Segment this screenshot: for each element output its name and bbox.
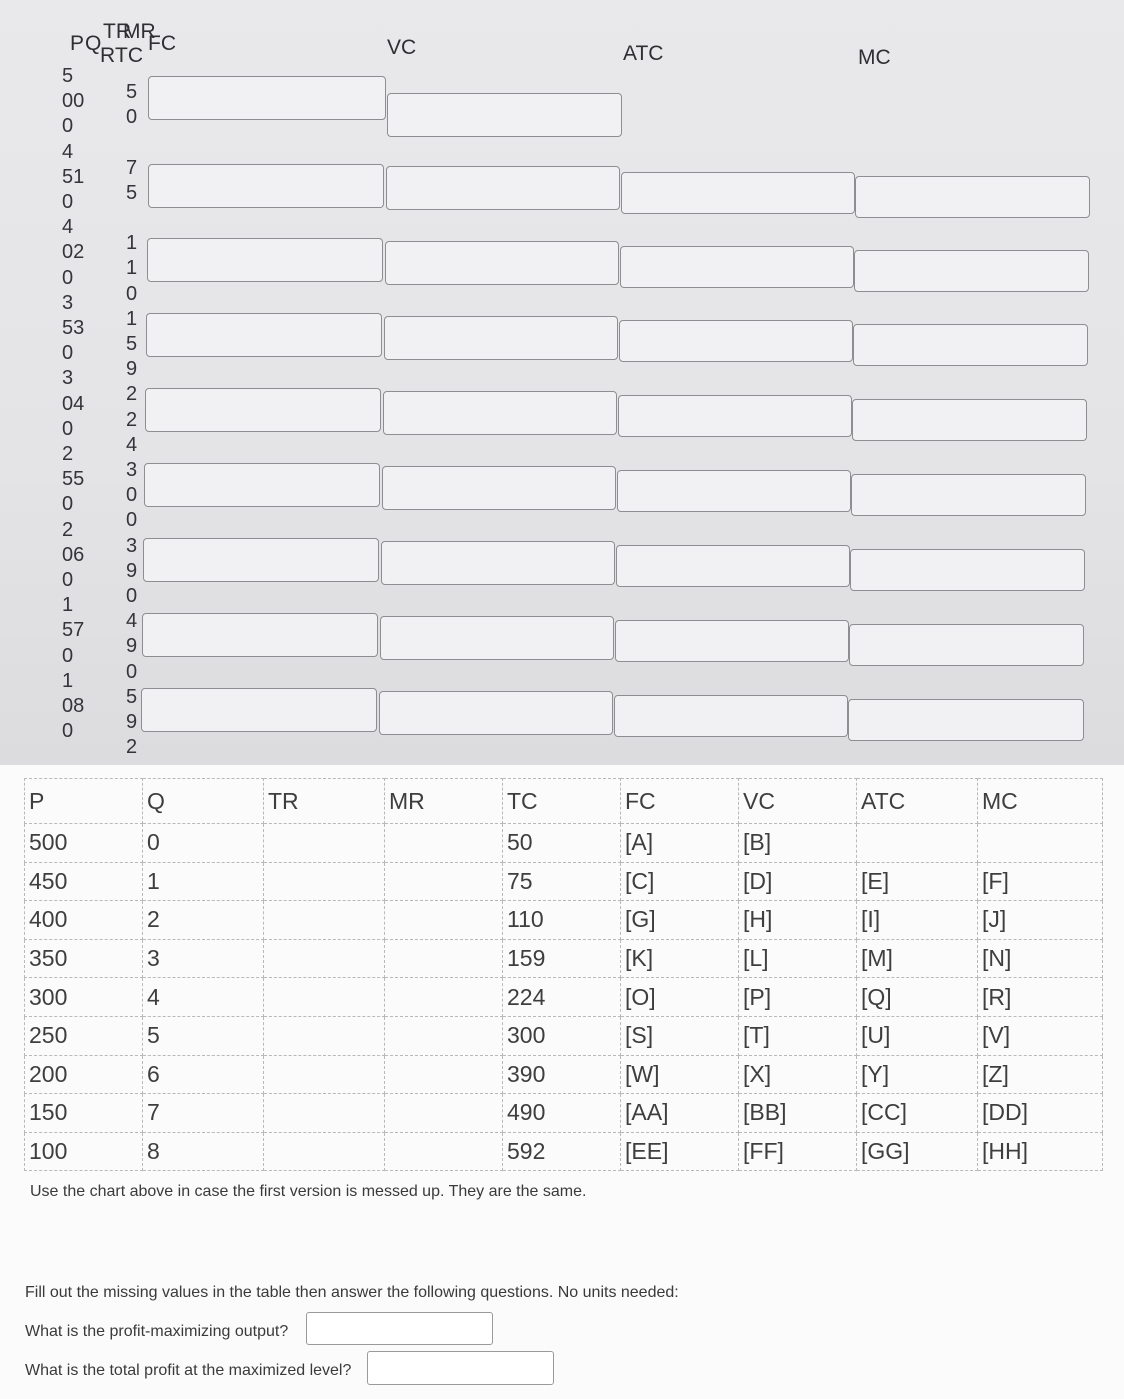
table-row (25, 1055, 1103, 1094)
table-cell-tc: 224 (503, 978, 621, 1017)
pq-digit: 0 (62, 569, 74, 592)
tc-digit: 5 (126, 685, 138, 708)
table-cell-fc: [G] (621, 901, 739, 940)
table-cell-tc: 490 (503, 1094, 621, 1133)
vc-input-row1[interactable] (387, 93, 622, 137)
pq-digit: 04 (62, 392, 85, 415)
tc-digit: 1 (126, 232, 138, 255)
vc-input-row7[interactable] (381, 541, 615, 585)
pq-digit: 0 (62, 493, 74, 516)
atc-input-row7[interactable] (616, 545, 850, 587)
header-mc: MC (858, 46, 891, 69)
table-cell-vc: [L] (739, 939, 857, 978)
table-cell-fc: [K] (621, 939, 739, 978)
table-cell-tr (264, 824, 385, 863)
vc-input-row6[interactable] (382, 466, 616, 510)
tc-digit: 2 (126, 408, 138, 431)
pq-digit: 55 (62, 468, 85, 491)
table-cell-vc: [B] (739, 824, 857, 863)
answer-profit-input[interactable] (367, 1351, 554, 1385)
pq-digit: 2 (62, 443, 74, 466)
table-cell-q: 2 (143, 901, 264, 940)
table-cell-mr (385, 1016, 503, 1055)
table-row (25, 978, 1103, 1017)
table-cell-p: 450 (25, 862, 143, 901)
tc-digit: 0 (126, 282, 138, 305)
reference-table (24, 778, 1103, 1171)
pq-digit: 0 (62, 417, 74, 440)
table-cell-vc: [X] (739, 1055, 857, 1094)
mc-input-row6[interactable] (851, 474, 1086, 516)
pq-digit: 0 (62, 266, 74, 289)
table-cell-vc: [H] (739, 901, 857, 940)
vc-input-row4[interactable] (384, 316, 618, 360)
column-header-tc: TC (503, 779, 621, 824)
mc-input-row8[interactable] (849, 624, 1084, 666)
table-cell-mc: [DD] (978, 1094, 1103, 1133)
vc-input-row2[interactable] (386, 166, 620, 210)
tc-digit: 2 (126, 736, 138, 759)
fc-input-row6[interactable] (144, 463, 380, 507)
table-cell-vc: [P] (739, 978, 857, 1017)
pq-digit: 06 (62, 543, 85, 566)
table-cell-mr (385, 862, 503, 901)
table-cell-mr (385, 1132, 503, 1171)
mc-input-row9[interactable] (848, 699, 1084, 741)
table-cell-q: 8 (143, 1132, 264, 1171)
tc-digit: 5 (126, 181, 138, 204)
tc-digit: 9 (126, 635, 138, 658)
table-row (25, 1132, 1103, 1171)
table-cell-q: 7 (143, 1094, 264, 1133)
header-vc: VC (387, 36, 417, 59)
table-row (25, 939, 1103, 978)
atc-input-row2[interactable] (621, 172, 855, 214)
table-cell-mc: [V] (978, 1016, 1103, 1055)
question-profit-max-output: What is the profit-maximizing output? (25, 1323, 289, 1340)
tc-digit: 3 (126, 534, 138, 557)
fc-input-row2[interactable] (148, 164, 384, 208)
mc-input-row7[interactable] (850, 549, 1085, 591)
table-cell-tr (264, 939, 385, 978)
tc-vertical-column (126, 80, 137, 760)
tc-digit: 0 (126, 585, 138, 608)
table-cell-mr (385, 1094, 503, 1133)
table-cell-tr (264, 901, 385, 940)
table-cell-atc: [M] (857, 939, 978, 978)
header-mr: MR (123, 20, 156, 43)
tc-digit: 1 (126, 307, 138, 330)
tc-digit: 2 (126, 383, 138, 406)
table-cell-tc: 390 (503, 1055, 621, 1094)
pq-vertical-column (62, 64, 84, 744)
table-cell-tc: 75 (503, 862, 621, 901)
atc-input-row6[interactable] (617, 470, 851, 512)
header-p: P (70, 32, 85, 55)
table-cell-atc: [CC] (857, 1094, 978, 1133)
atc-input-row5[interactable] (618, 395, 852, 437)
table-cell-q: 4 (143, 978, 264, 1017)
pq-digit: 0 (62, 720, 74, 743)
header-tr: TR (103, 20, 131, 43)
fc-input-row5[interactable] (145, 388, 381, 432)
pq-digit: 1 (62, 594, 74, 617)
vc-input-row5[interactable] (383, 391, 617, 435)
table-cell-mc (978, 824, 1103, 863)
table-cell-vc: [FF] (739, 1132, 857, 1171)
fc-input-row3[interactable] (147, 238, 383, 282)
pq-digit: 53 (62, 317, 85, 340)
table-row (25, 1016, 1103, 1055)
table-cell-p: 350 (25, 939, 143, 978)
mc-input-row3[interactable] (854, 250, 1089, 292)
table-cell-atc: [Y] (857, 1055, 978, 1094)
table-cell-fc: [C] (621, 862, 739, 901)
pq-digit: 57 (62, 619, 85, 642)
table-cell-fc: [A] (621, 824, 739, 863)
table-cell-tc: 110 (503, 901, 621, 940)
table-cell-atc: [E] (857, 862, 978, 901)
mc-input-row2[interactable] (855, 176, 1090, 218)
table-cell-mc: [HH] (978, 1132, 1103, 1171)
atc-input-row9[interactable] (614, 695, 848, 737)
table-cell-vc: [D] (739, 862, 857, 901)
pq-digit: 5 (62, 65, 74, 87)
table-cell-mc: [Z] (978, 1055, 1103, 1094)
vc-input-row8[interactable] (380, 616, 614, 660)
table-cell-mc: [F] (978, 862, 1103, 901)
mc-input-row4[interactable] (853, 324, 1088, 366)
table-cell-tc: 592 (503, 1132, 621, 1171)
table-cell-mr (385, 824, 503, 863)
table-cell-fc: [O] (621, 978, 739, 1017)
table-cell-p: 250 (25, 1016, 143, 1055)
table-cell-mr (385, 939, 503, 978)
table-cell-vc: [BB] (739, 1094, 857, 1133)
column-header-mc: MC (978, 779, 1103, 824)
table-cell-q: 0 (143, 824, 264, 863)
vc-input-row9[interactable] (379, 691, 613, 735)
atc-input-row4[interactable] (619, 320, 853, 362)
mc-input-row5[interactable] (852, 399, 1087, 441)
header-tc: TC (115, 44, 143, 67)
pq-digit: 4 (62, 140, 74, 163)
table-cell-tr (264, 978, 385, 1017)
table-cell-atc: [U] (857, 1016, 978, 1055)
table-cell-tr (264, 1016, 385, 1055)
pq-digit: 3 (62, 291, 74, 314)
table-cell-q: 6 (143, 1055, 264, 1094)
pq-digit: 0 (62, 644, 74, 667)
table-cell-p: 400 (25, 901, 143, 940)
table-row (25, 824, 1103, 863)
table-cell-p: 100 (25, 1132, 143, 1171)
table-cell-p: 150 (25, 1094, 143, 1133)
pq-digit: 08 (62, 695, 85, 718)
table-cell-tc: 50 (503, 824, 621, 863)
table-cell-fc: [EE] (621, 1132, 739, 1171)
question-total-profit: What is the total profit at the maximized level? (25, 1362, 352, 1379)
table-cell-mc: [N] (978, 939, 1103, 978)
table-cell-fc: [AA] (621, 1094, 739, 1133)
pq-digit: 0 (62, 115, 74, 138)
fc-input-row8[interactable] (142, 613, 378, 657)
column-header-tr: TR (264, 779, 385, 824)
column-header-mr: MR (385, 779, 503, 824)
pq-digit: 00 (62, 90, 85, 113)
fc-input-row1[interactable] (148, 76, 386, 120)
table-cell-p: 200 (25, 1055, 143, 1094)
table-cell-atc: [GG] (857, 1132, 978, 1171)
table-cell-atc: [I] (857, 901, 978, 940)
table-cell-fc: [W] (621, 1055, 739, 1094)
table-cell-tr (264, 1055, 385, 1094)
tc-digit: 4 (126, 433, 138, 456)
pq-digit: 3 (62, 367, 74, 390)
tc-digit: 0 (126, 484, 138, 507)
table-cell-mr (385, 1055, 503, 1094)
pq-digit: 2 (62, 518, 74, 541)
table-cell-tr (264, 1132, 385, 1171)
tc-digit: 1 (126, 257, 138, 280)
header-fc: FC (148, 32, 176, 55)
tc-digit: 4 (126, 610, 138, 633)
tc-digit (126, 206, 137, 231)
tc-digit: 9 (126, 358, 138, 381)
table-cell-tr (264, 1094, 385, 1133)
table-cell-q: 1 (143, 862, 264, 901)
tc-digit: 0 (126, 509, 138, 532)
table-body (25, 824, 1103, 1171)
header-q: Q (85, 32, 102, 55)
tc-digit: 9 (126, 711, 138, 734)
instructions-text: Fill out the missing values in the table then answer the following questions. No units needed: (25, 1284, 679, 1301)
table-cell-p: 300 (25, 978, 143, 1017)
fc-input-row9[interactable] (141, 688, 377, 732)
table-cell-mr (385, 978, 503, 1017)
pq-digit: 1 (62, 669, 74, 692)
table-cell-q: 5 (143, 1016, 264, 1055)
fc-input-row4[interactable] (146, 313, 382, 357)
atc-input-row3[interactable] (620, 246, 854, 288)
tc-digit: 0 (126, 660, 138, 683)
table-cell-q: 3 (143, 939, 264, 978)
table-cell-fc: [S] (621, 1016, 739, 1055)
table-cell-atc: [Q] (857, 978, 978, 1017)
column-header-atc: ATC (857, 779, 978, 824)
pq-digit: 0 (62, 342, 74, 365)
vc-input-row3[interactable] (385, 241, 619, 285)
tc-digit: 3 (126, 459, 138, 482)
column-header-fc: FC (621, 779, 739, 824)
tc-digit (126, 130, 137, 155)
answer-output-input[interactable] (306, 1312, 493, 1345)
column-header-vc: VC (739, 779, 857, 824)
fc-input-row7[interactable] (143, 538, 379, 582)
table-cell-vc: [T] (739, 1016, 857, 1055)
table-row (25, 901, 1103, 940)
pq-digit: 02 (62, 241, 85, 264)
table-cell-atc (857, 824, 978, 863)
table-row (25, 862, 1103, 901)
pq-digit: 0 (62, 191, 74, 214)
atc-input-row8[interactable] (615, 620, 849, 662)
table-cell-p: 500 (25, 824, 143, 863)
table-cell-mc: [J] (978, 901, 1103, 940)
tc-digit: 5 (126, 333, 138, 356)
pq-digit: 51 (62, 165, 85, 188)
column-header-q: Q (143, 779, 264, 824)
table-cell-tr (264, 862, 385, 901)
table-cell-tc: 300 (503, 1016, 621, 1055)
table-row (25, 1094, 1103, 1133)
header-rr: R (100, 44, 116, 67)
table-cell-mc: [R] (978, 978, 1103, 1017)
table-cell-tc: 159 (503, 939, 621, 978)
tc-digit: 9 (126, 559, 138, 582)
column-header-p: P (25, 779, 143, 824)
table-cell-mr (385, 901, 503, 940)
tc-digit: 0 (126, 106, 138, 129)
table-header-row (25, 779, 1103, 824)
pq-digit: 4 (62, 216, 74, 239)
header-atc: ATC (623, 42, 664, 65)
reference-note: Use the chart above in case the first version is messed up. They are the same. (30, 1183, 587, 1200)
tc-digit: 7 (126, 156, 138, 179)
tc-digit: 5 (126, 81, 138, 103)
